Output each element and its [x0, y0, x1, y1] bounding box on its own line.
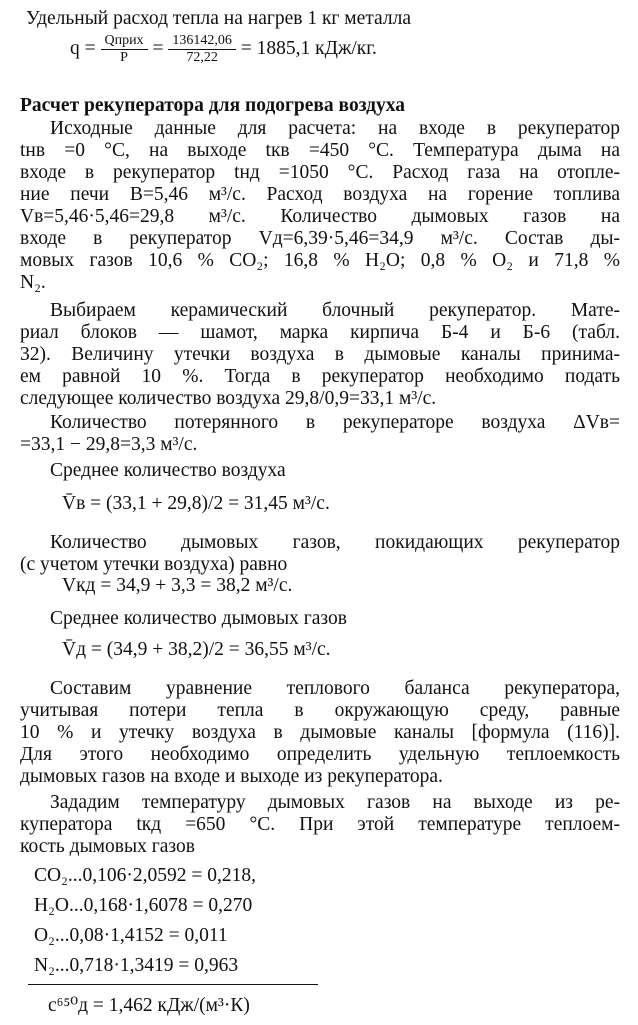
q-formula-eq: =	[152, 37, 164, 59]
p2-line: Выбираем керамический блочный рекуператор. Мате-	[50, 300, 620, 321]
p1-line: Vв=5,46·5,46=29,8 м³/с. Количество дымовых газов на	[20, 206, 620, 227]
p5-line: Для этого необходимо определить удельную теплоемкость	[20, 744, 620, 765]
p6-line: кость дымовых газов	[20, 836, 195, 857]
p4-line: Количество дымовых газов, покидающих рекуператор	[50, 532, 620, 553]
p6-line: куператора tкд =650 °С. При этой температуре теплоем-	[20, 814, 620, 835]
q-fraction-2-den: 72,22	[186, 50, 218, 65]
component-o2: O₂...0,08·1,4152 = 0,011	[34, 925, 228, 946]
q-fraction-2	[168, 33, 236, 66]
p3-line: Количество потерянного в рекуператоре воздуха ΔVв=	[50, 412, 620, 433]
p1-line: входе в рекуператор tнд =1050 °С. Расход газа на отопле-	[20, 162, 620, 183]
p2-line: ем равной 10 %. Тогда в рекуператор необходимо подать	[20, 366, 620, 387]
avg-air-formula: V̄в = (33,1 + 29,8)/2 = 31,45 м³/с.	[62, 493, 330, 514]
p1-line: tнв =0 °С, на выходе tкв =450 °С. Температура дыма на	[20, 140, 620, 161]
heat-consumption-heading: Удельный расход тепла на нагрев 1 кг металла	[26, 8, 412, 29]
p1-line: мовых газов 10,6 % CO₂; 16,8 % H₂O; 0,8 % O₂ и 71,8 %	[20, 250, 620, 271]
p1-line: Исходные данные для расчета: на входе в рекуператор	[50, 118, 620, 139]
p1-line: входе в рекуператор Vд=6,39·5,46=34,9 м³/с. Состав ды-	[20, 228, 620, 249]
component-h2o: H₂O...0,168·1,6078 = 0,270	[34, 895, 253, 916]
section-title: Расчет рекуператора для подогрева воздуха	[20, 95, 406, 116]
sum-divider	[28, 984, 318, 985]
avg-gas-formula: V̄д = (34,9 + 38,2)/2 = 36,55 м³/с.	[62, 639, 331, 660]
q-formula-result: = 1885,1 кДж/кг.	[240, 37, 377, 59]
p3-line: =33,1 − 29,8=3,3 м³/с.	[20, 434, 198, 455]
p5-line: Составим уравнение теплового баланса рекуператора,	[50, 678, 620, 699]
vk-formula: Vкд = 34,9 + 3,3 = 38,2 м³/с.	[62, 575, 293, 596]
p6-line: Зададим температуру дымовых газов на выходе из ре-	[50, 792, 620, 813]
q-fraction-1	[101, 33, 148, 66]
p5-line: 10 % и утечку воздуха в дымовые каналы [формула (116)].	[20, 722, 620, 743]
component-co2: CO₂...0,106·2,0592 = 0,218,	[34, 865, 257, 886]
q-formula	[70, 33, 377, 66]
q-formula-lhs: q =	[70, 37, 96, 59]
p4-line: (с учетом утечки воздуха) равно	[20, 554, 288, 575]
component-n2: N₂...0,718·1,3419 = 0,963	[34, 955, 239, 976]
p5-line: дымовых газов на входе и выходе из рекуператора.	[20, 766, 443, 787]
q-fraction-1-num: Qприх	[101, 33, 148, 50]
avg-air-label: Среднее количество воздуха	[50, 460, 286, 481]
p5-line: учитывая потери тепла в окружающую среду, равные	[20, 700, 620, 721]
q-fraction-1-den: P	[120, 50, 128, 65]
q-fraction-2-num: 136142,06	[168, 33, 236, 50]
p1-line: N₂.	[20, 272, 46, 293]
p2-line: следующее количество воздуха 29,8/0,9=33,1 м³/с.	[20, 388, 437, 409]
avg-gas-label: Среднее количество дымовых газов	[50, 608, 347, 629]
p2-line: 32). Величину утечки воздуха в дымовые каналы принима-	[20, 344, 620, 365]
p1-line: ние печи B=5,46 м³/с. Расход воздуха на горение топлива	[20, 184, 620, 205]
heat-capacity-result: c⁶⁵⁰д = 1,462 кДж/(м³·К)	[48, 995, 250, 1016]
p2-line: риал блоков — шамот, марка кирпича Б-4 и Б-6 (табл.	[20, 322, 620, 343]
